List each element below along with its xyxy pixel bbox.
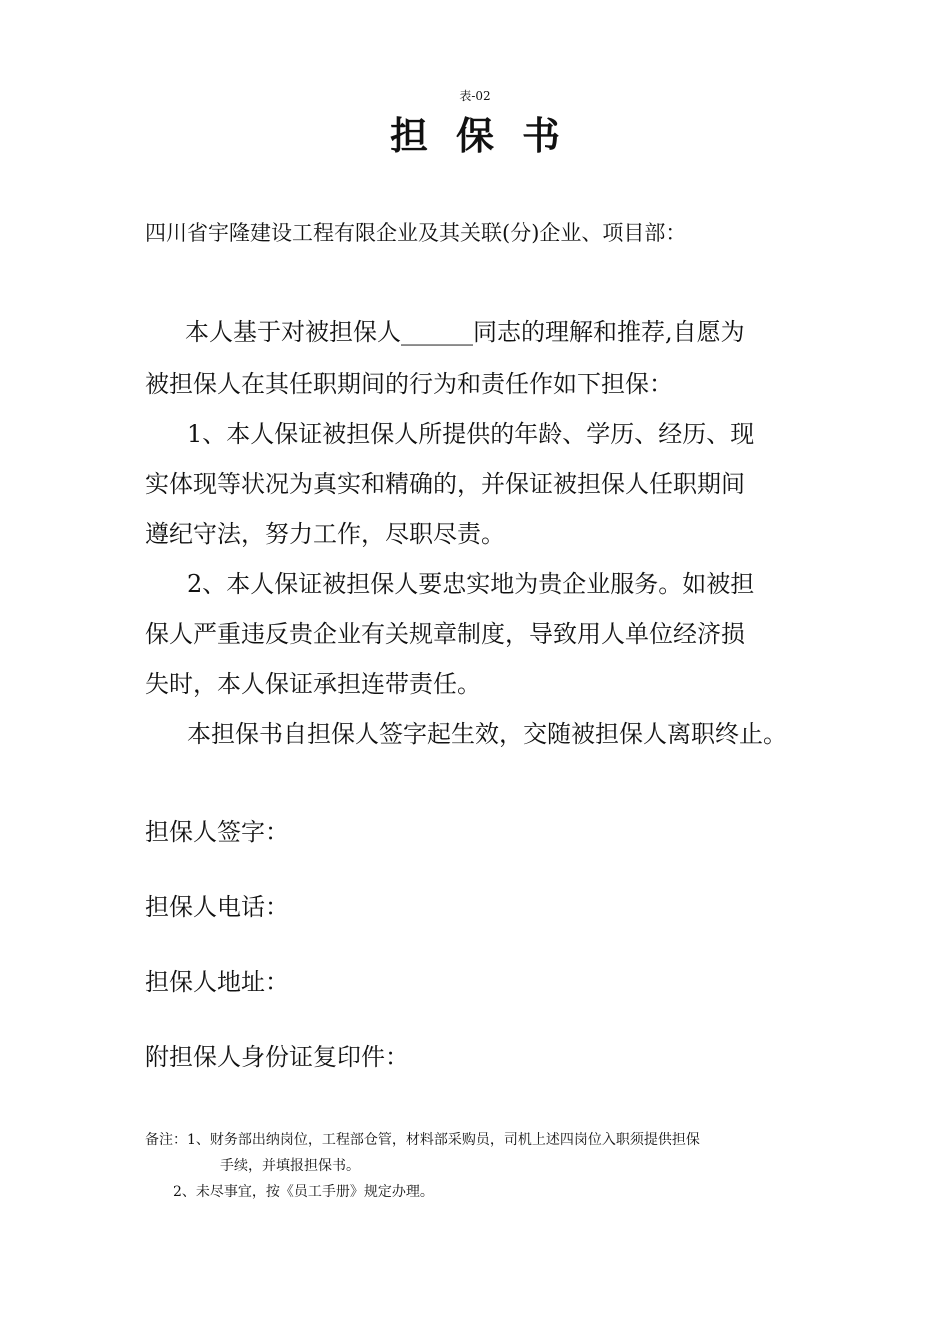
paragraph-line-5: 遵纪守法，努力工作，尽职尽责。: [145, 520, 505, 548]
paragraph-line-4: 实体现等状况为真实和精确的，并保证被担保人任职期间: [145, 470, 745, 498]
document-title: 担保书: [389, 113, 588, 158]
guarantor-address-field: 担保人地址：: [145, 968, 289, 996]
note-line-1: 备注：1、财务部出纳岗位，工程部仓管，材料部采购员，司机上述四岗位入职须提供担保: [145, 1132, 700, 1148]
form-code: 表-02: [459, 89, 491, 103]
note-line-2: 手续，并填报担保书。: [220, 1158, 360, 1174]
paragraph-line-8: 失时，本人保证承担连带责任。: [145, 670, 481, 698]
addressee-line: 四川省宇隆建设工程有限企业及其关联(分)企业、项目部：: [145, 221, 687, 245]
guarantor-phone-field: 担保人电话：: [145, 893, 289, 921]
id-copy-attachment-field: 附担保人身份证复印件：: [145, 1043, 409, 1071]
paragraph-line-1: 本人基于对被担保人______同志的理解和推荐,自愿为: [185, 318, 745, 346]
paragraph-line-7: 保人严重违反贵企业有关规章制度，导致用人单位经济损: [145, 620, 745, 648]
paragraph-line-6: 2、本人保证被担保人要忠实地为贵企业服务。如被担: [187, 570, 755, 598]
note-line-3: 2、未尽事宜，按《员工手册》规定办理。: [173, 1184, 434, 1200]
guarantor-signature-field: 担保人签字：: [145, 818, 289, 846]
paragraph-line-9: 本担保书自担保人签字起生效，交随被担保人离职终止。: [187, 720, 787, 748]
paragraph-line-2: 被担保人在其任职期间的行为和责任作如下担保：: [145, 370, 673, 398]
paragraph-line-3: 1、本人保证被担保人所提供的年龄、学历、经历、现: [187, 420, 755, 448]
